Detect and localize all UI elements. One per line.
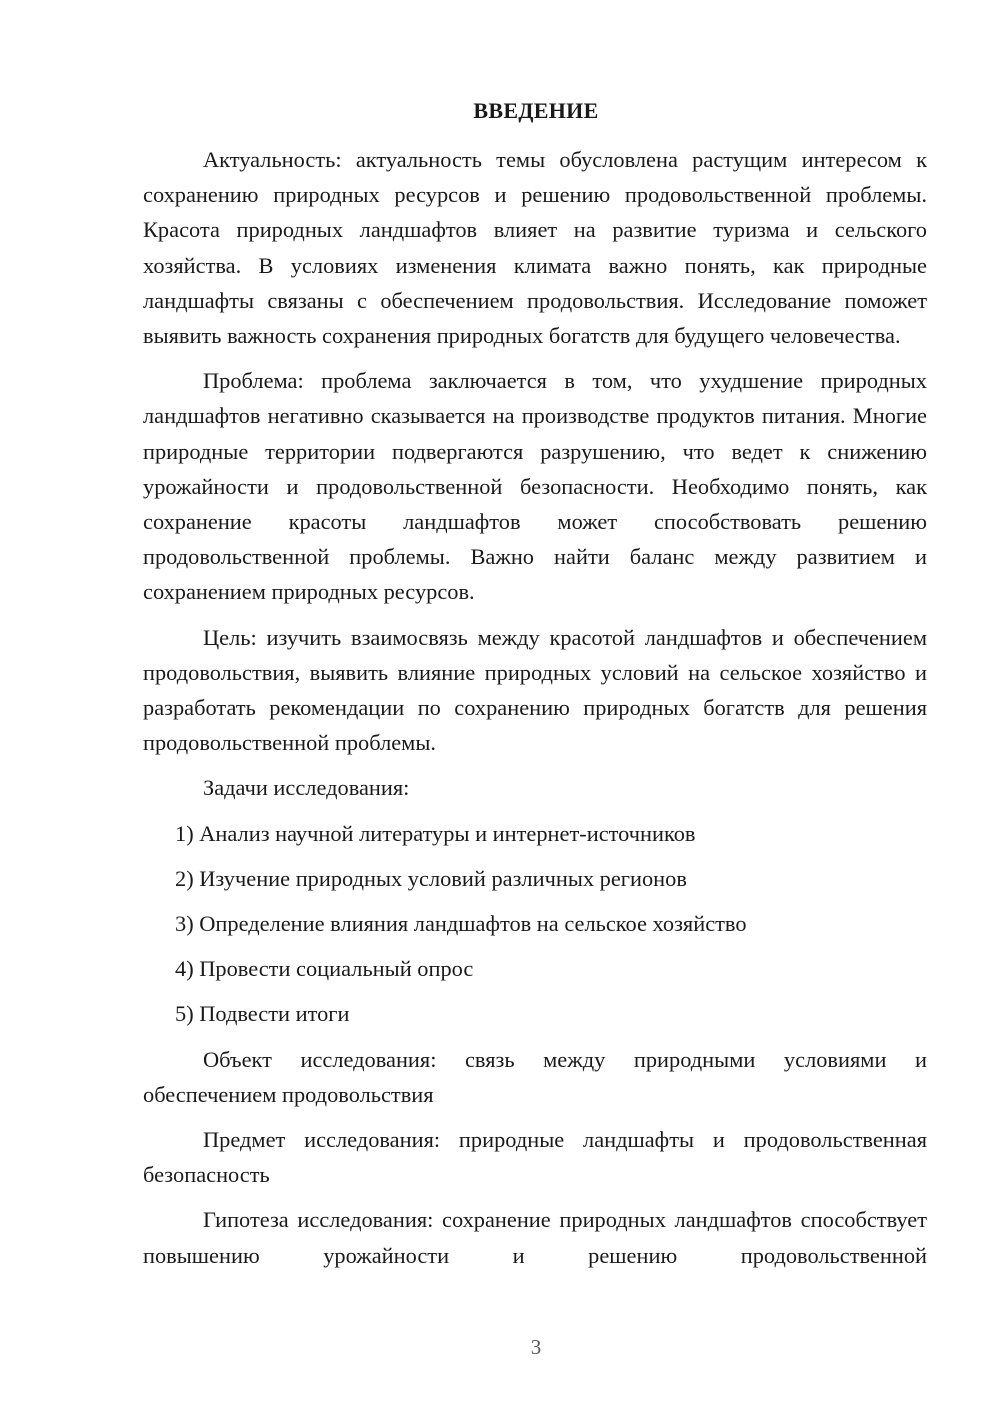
page-number: 3 [530,1335,542,1359]
paragraph-hypothesis: Гипотеза исследования: сохранение природных ландшафтов способствует повышению урожайности и решению продовольственной [143,1207,927,1268]
tasks-list [143,816,927,1032]
document-body [143,142,927,1283]
paragraph-relevance: Актуальность: актуальность темы обусловлена растущим интересом к сохранению природных ресурсов и решению продовольственной проблемы. Красота природных ландшафтов влияет на развитие туризма и сельского хозяйства. В условиях изменения климата важно понять, как природные ландшафты связаны с обеспечением продовольствия. Исследование поможет выявить важность сохранения природных богатств для будущего человечества. [143,147,927,349]
list-item: 5) Подвести итоги [175,1001,350,1027]
paragraph-object: Объект исследования: связь между природными условиями и обеспечением продовольствия [143,1046,927,1107]
paragraph-goal: Цель: изучить взаимосвязь между красотой ландшафтов и обеспечением продовольствия, выявить влияние природных условий на сельское хозяйство и разработать рекомендации по сохранению природных богатств для решения продовольственной проблемы. [143,624,927,756]
paragraph-subject: Предмет исследования: природные ландшафты и продовольственная безопасность [143,1127,927,1188]
list-item: 3) Определение влияния ландшафтов на сельское хозяйство [175,911,747,937]
paragraph-problem: Проблема: проблема заключается в том, что ухудшение природных ландшафтов негативно сказывается на производстве продуктов питания. Многие природные территории подвергаются разрушению, что ведет к снижению урожайности и продовольственной безопасности. Необходимо понять, как сохранение красоты ландшафтов может способствовать решению продовольственной проблемы. Важно найти баланс между развитием и сохранением природных ресурсов. [143,368,927,605]
tasks-heading: Задачи исследования: [203,775,410,801]
list-item: 1) Анализ научной литературы и интернет-источников [175,820,696,846]
page-title: ВВЕДЕНИЕ [473,98,599,123]
list-item: 4) Провести социальный опрос [175,956,474,982]
list-item: 2) Изучение природных условий различных регионов [175,865,687,891]
